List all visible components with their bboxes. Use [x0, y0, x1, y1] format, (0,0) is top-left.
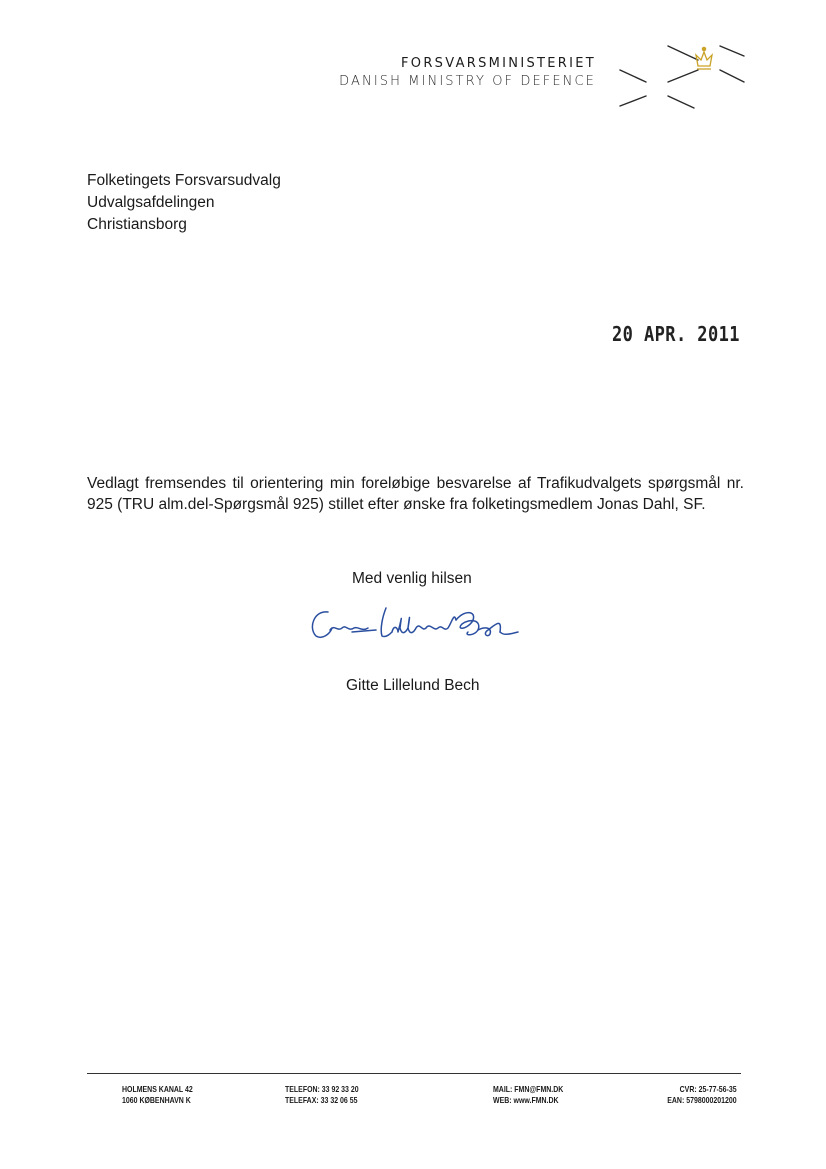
letter-body: Vedlagt fremsendes til orientering min foreløbige besvarelse af Trafikudvalgets spørgsmål nr. 925 (TRU alm.del-Spørgsmål 925) stillet efter ønske fra folketingsmedlem Jonas Dahl, SF. — [87, 475, 744, 513]
footer-address-street: HOLMENS KANAL 42 — [122, 1084, 193, 1094]
recipient-line: Christiansborg — [87, 216, 187, 233]
recipient-line: Folketingets Forsvarsudvalg — [87, 172, 281, 189]
recipient-line: Udvalgsafdelingen — [87, 194, 215, 211]
footer-ean: EAN: 5798000201200 — [667, 1095, 737, 1105]
closing-greeting: Med venlig hilsen — [352, 570, 472, 587]
crown-cross-emblem-icon — [616, 40, 748, 112]
ministry-name: FORSVARSMINISTERIET — [401, 56, 596, 71]
footer-mail: MAIL: FMN@FMN.DK — [493, 1084, 564, 1094]
footer-fax: TELEFAX: 33 32 06 55 — [285, 1095, 358, 1105]
footer-cvr: CVR: 25-77-56-35 — [680, 1084, 737, 1094]
signer-name: Gitte Lillelund Bech — [346, 677, 480, 694]
recipient-address — [87, 170, 281, 236]
date-stamp: 20 APR. 2011 — [612, 322, 740, 346]
footer-phone: TELEFON: 33 92 33 20 — [285, 1084, 359, 1094]
footer-divider — [87, 1073, 741, 1074]
footer-contact-block — [493, 1084, 563, 1106]
handwritten-signature-icon — [306, 598, 530, 654]
ministry-name-english: DANISH MINISTRY OF DEFENCE — [339, 74, 596, 89]
footer-phone-block — [285, 1084, 359, 1106]
footer-address-city: 1060 KØBENHAVN K — [122, 1095, 191, 1105]
footer-registration-block — [668, 1084, 737, 1106]
footer-web: WEB: www.FMN.DK — [493, 1095, 559, 1105]
footer-address — [122, 1084, 193, 1106]
